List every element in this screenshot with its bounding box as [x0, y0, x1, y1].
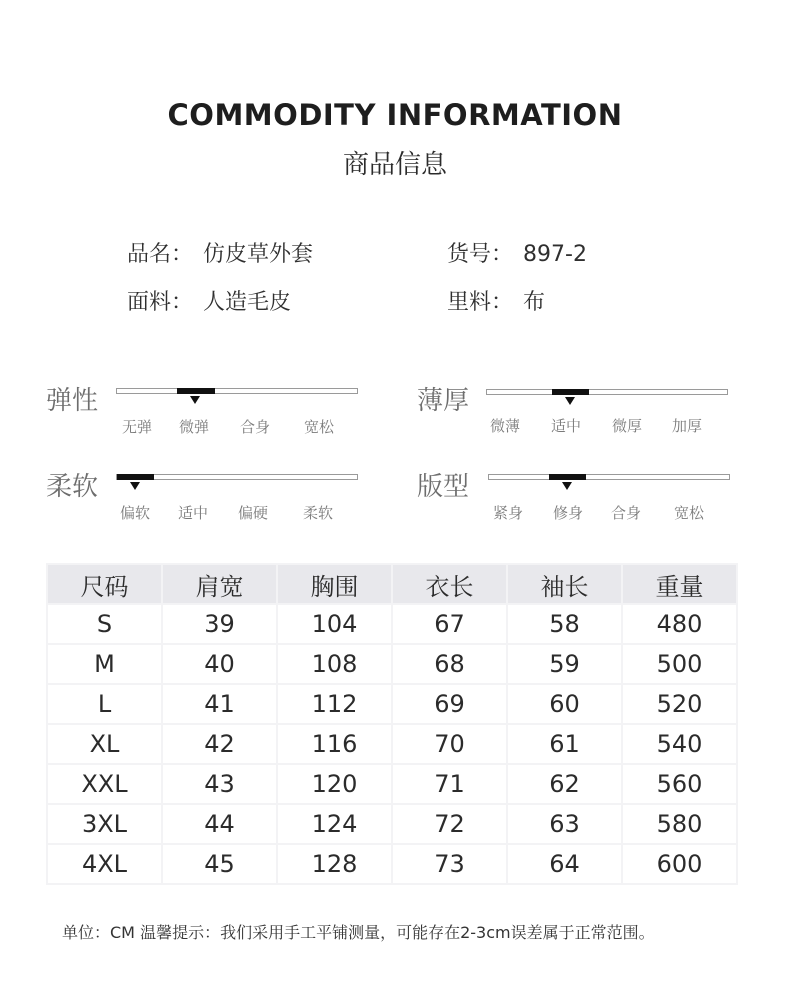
table-cell: 42	[163, 725, 276, 763]
size-table	[46, 563, 738, 885]
elasticity-option: 无弹	[122, 418, 153, 436]
header-length: 衣长	[393, 565, 506, 603]
elasticity-label: 弹性	[46, 386, 99, 416]
thickness-track	[486, 389, 728, 395]
elasticity-option: 微弹	[179, 418, 210, 436]
header-shoulder: 肩宽	[163, 565, 276, 603]
table-cell: 44	[163, 805, 276, 843]
fit-label: 版型	[417, 472, 470, 502]
table-cell: 69	[393, 685, 506, 723]
softness-fill	[117, 474, 154, 480]
header-size: 尺码	[48, 565, 161, 603]
softness-label: 柔软	[46, 472, 99, 502]
thickness-option: 加厚	[672, 417, 703, 435]
page-title-en: COMMODITY INFORMATION	[167, 98, 623, 132]
header-weight: 重量	[623, 565, 736, 603]
table-cell: 40	[163, 645, 276, 683]
table-cell: 45	[163, 845, 276, 883]
fabric	[127, 285, 291, 316]
table-cell: 108	[278, 645, 391, 683]
table-cell: 64	[508, 845, 621, 883]
softness-track	[116, 474, 358, 480]
thickness-label: 薄厚	[417, 386, 470, 416]
fit-arrow-icon	[562, 482, 572, 490]
product-code-label: 货号：	[447, 242, 514, 267]
table-cell: 58	[508, 605, 621, 643]
table-row	[48, 645, 736, 683]
elasticity-fill	[177, 388, 215, 394]
fit-fill	[549, 474, 586, 480]
table-cell: 39	[163, 605, 276, 643]
table-row	[48, 685, 736, 723]
measurement-note: 单位：CM 温馨提示：我们采用手工平铺测量，可能存在2-3cm误差属于正常范围。	[62, 923, 655, 942]
product-name	[127, 237, 313, 268]
header-chest: 胸围	[278, 565, 391, 603]
table-cell: 60	[508, 685, 621, 723]
table-row	[48, 725, 736, 763]
table-row	[48, 845, 736, 883]
product-name-label: 品名：	[127, 242, 194, 267]
table-cell: 520	[623, 685, 736, 723]
table-cell: 43	[163, 765, 276, 803]
thickness-fill	[552, 389, 589, 395]
lining	[447, 285, 545, 316]
table-row	[48, 805, 736, 843]
table-cell: 600	[623, 845, 736, 883]
table-cell: 500	[623, 645, 736, 683]
thickness-option: 适中	[551, 417, 582, 435]
table-cell: 59	[508, 645, 621, 683]
size-table-header	[48, 565, 736, 603]
table-cell: 4XL	[48, 845, 161, 883]
thickness-option: 微厚	[612, 417, 643, 435]
elasticity-arrow-icon	[190, 396, 200, 404]
table-cell: 540	[623, 725, 736, 763]
table-cell: 71	[393, 765, 506, 803]
table-cell: XL	[48, 725, 161, 763]
fit-option: 宽松	[674, 504, 705, 522]
softness-option: 偏软	[120, 504, 151, 522]
thickness-option: 微薄	[490, 417, 521, 435]
fit-option: 合身	[611, 504, 642, 522]
table-cell: 61	[508, 725, 621, 763]
table-cell: 580	[623, 805, 736, 843]
fit-track	[488, 474, 730, 480]
table-cell: 104	[278, 605, 391, 643]
softness-option: 偏硬	[238, 504, 269, 522]
table-cell: 63	[508, 805, 621, 843]
thickness-arrow-icon	[565, 397, 575, 405]
softness-arrow-icon	[130, 482, 140, 490]
table-cell: M	[48, 645, 161, 683]
lining-label: 里料：	[447, 290, 514, 315]
table-cell: 120	[278, 765, 391, 803]
table-cell: 67	[393, 605, 506, 643]
softness-option: 柔软	[303, 504, 334, 522]
table-cell: 41	[163, 685, 276, 723]
table-row	[48, 605, 736, 643]
table-cell: 112	[278, 685, 391, 723]
elasticity-track	[116, 388, 358, 394]
fit-option: 紧身	[493, 504, 524, 522]
table-cell: L	[48, 685, 161, 723]
table-cell: 116	[278, 725, 391, 763]
table-cell: 68	[393, 645, 506, 683]
elasticity-option: 宽松	[304, 418, 335, 436]
table-cell: XXL	[48, 765, 161, 803]
table-cell: 72	[393, 805, 506, 843]
product-name-value: 仿皮草外套	[203, 242, 314, 267]
table-cell: 480	[623, 605, 736, 643]
product-code-value: 897-2	[523, 242, 587, 267]
table-cell: 560	[623, 765, 736, 803]
fabric-value: 人造毛皮	[203, 290, 292, 315]
table-cell: 128	[278, 845, 391, 883]
fit-option: 修身	[553, 504, 584, 522]
page-title-cn: 商品信息	[342, 150, 447, 180]
table-cell: S	[48, 605, 161, 643]
table-cell: 3XL	[48, 805, 161, 843]
product-code	[447, 237, 587, 268]
elasticity-option: 合身	[240, 418, 271, 436]
header-sleeve: 袖长	[508, 565, 621, 603]
fabric-label: 面料：	[127, 290, 194, 315]
lining-value: 布	[523, 290, 546, 315]
softness-option: 适中	[178, 504, 209, 522]
table-row	[48, 765, 736, 803]
table-cell: 62	[508, 765, 621, 803]
table-cell: 70	[393, 725, 506, 763]
table-cell: 124	[278, 805, 391, 843]
table-cell: 73	[393, 845, 506, 883]
